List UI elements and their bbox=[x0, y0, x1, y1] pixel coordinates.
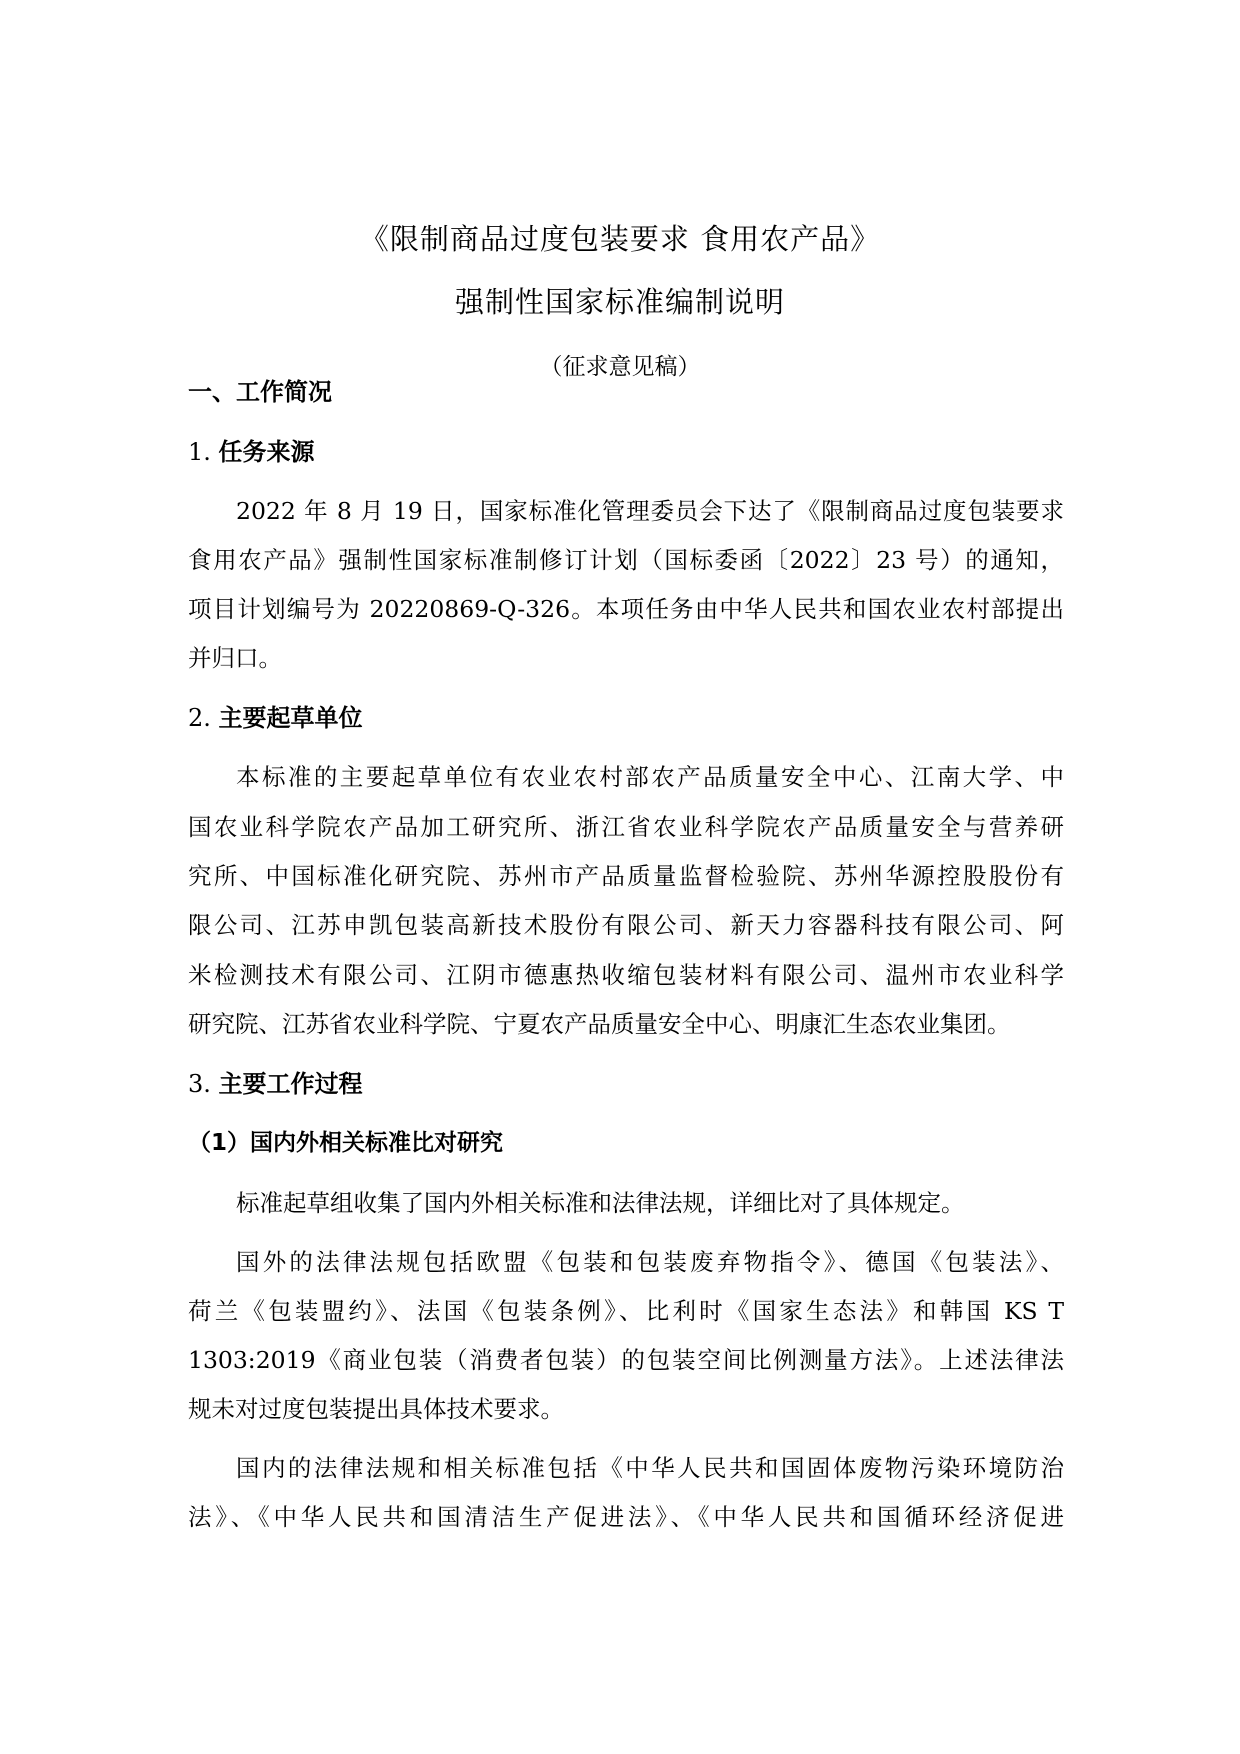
document-title-line1: 《限制商品过度包装要求 食用农产品》 bbox=[359, 222, 881, 256]
sub-subsection-heading-comparison: （1）国内外相关标准比对研究 bbox=[188, 1130, 504, 1156]
document-subtitle: （征求意见稿） bbox=[539, 354, 701, 380]
paragraph-line: 食用农产品》强制性国家标准制修订计划（国标委函〔2022〕23 号）的通知， bbox=[188, 546, 1064, 574]
paragraph-line: 荷兰《包装盟约》、法国《包装条例》、比利时《国家生态法》和韩国 KS T bbox=[188, 1297, 1064, 1325]
subsection-title: 主要起草单位 bbox=[218, 704, 363, 732]
paragraph-line: 国内的法律法规和相关标准包括《中华人民共和国固体废物污染环境防治 bbox=[236, 1454, 1064, 1482]
document-title-line2: 强制性国家标准编制说明 bbox=[454, 285, 785, 319]
paragraph-line: 标准起草组收集了国内外相关标准和法律法规，详细比对了具体规定。 bbox=[236, 1189, 965, 1217]
paragraph-line: 究所、中国标准化研究院、苏州市产品质量监督检验院、苏州华源控股股份有 bbox=[188, 862, 1064, 890]
subsection-heading-task-source bbox=[188, 432, 315, 467]
paragraph-line: 项目计划编号为 20220869-Q-326。本项任务由中华人民共和国农业农村部提出 bbox=[188, 595, 1064, 623]
paragraph-line: 法》、《中华人民共和国清洁生产促进法》、《中华人民共和国循环经济促进 bbox=[188, 1503, 1064, 1531]
paragraph-line: 限公司、江苏申凯包装高新技术股份有限公司、新天力容器科技有限公司、阿 bbox=[188, 911, 1064, 939]
paragraph-line: 规未对过度包装提出具体技术要求。 bbox=[188, 1395, 564, 1423]
subsection-heading-drafting-units bbox=[188, 698, 363, 733]
subsection-number: 2. bbox=[188, 704, 211, 732]
paragraph-line: 米检测技术有限公司、江阴市德惠热收缩包装材料有限公司、温州市农业科学 bbox=[188, 961, 1064, 989]
subsection-number: 1. bbox=[188, 438, 211, 466]
paragraph-line: 1303:2019《商业包装（消费者包装）的包装空间比例测量方法》。上述法律法 bbox=[188, 1346, 1064, 1374]
paragraph-line: 2022 年 8 月 19 日，国家标准化管理委员会下达了《限制商品过度包装要求 bbox=[236, 497, 1064, 525]
paragraph-line: 国农业科学院农产品加工研究所、浙江省农业科学院农产品质量安全与营养研 bbox=[188, 813, 1064, 841]
subsection-title: 任务来源 bbox=[218, 438, 315, 466]
subsection-heading-work-process bbox=[188, 1064, 363, 1099]
subsection-title: 主要工作过程 bbox=[218, 1070, 363, 1098]
paragraph-line: 本标准的主要起草单位有农业农村部农产品质量安全中心、江南大学、中 bbox=[236, 763, 1064, 791]
paragraph-line: 国外的法律法规包括欧盟《包装和包装废弃物指令》、德国《包装法》、 bbox=[236, 1248, 1064, 1276]
paragraph-line: 并归口。 bbox=[188, 644, 282, 672]
section-heading-work-overview: 一、工作简况 bbox=[188, 378, 332, 406]
paragraph-line: 研究院、江苏省农业科学院、宁夏农产品质量安全中心、明康汇生态农业集团。 bbox=[188, 1010, 1011, 1038]
subsection-number: 3. bbox=[188, 1070, 211, 1098]
